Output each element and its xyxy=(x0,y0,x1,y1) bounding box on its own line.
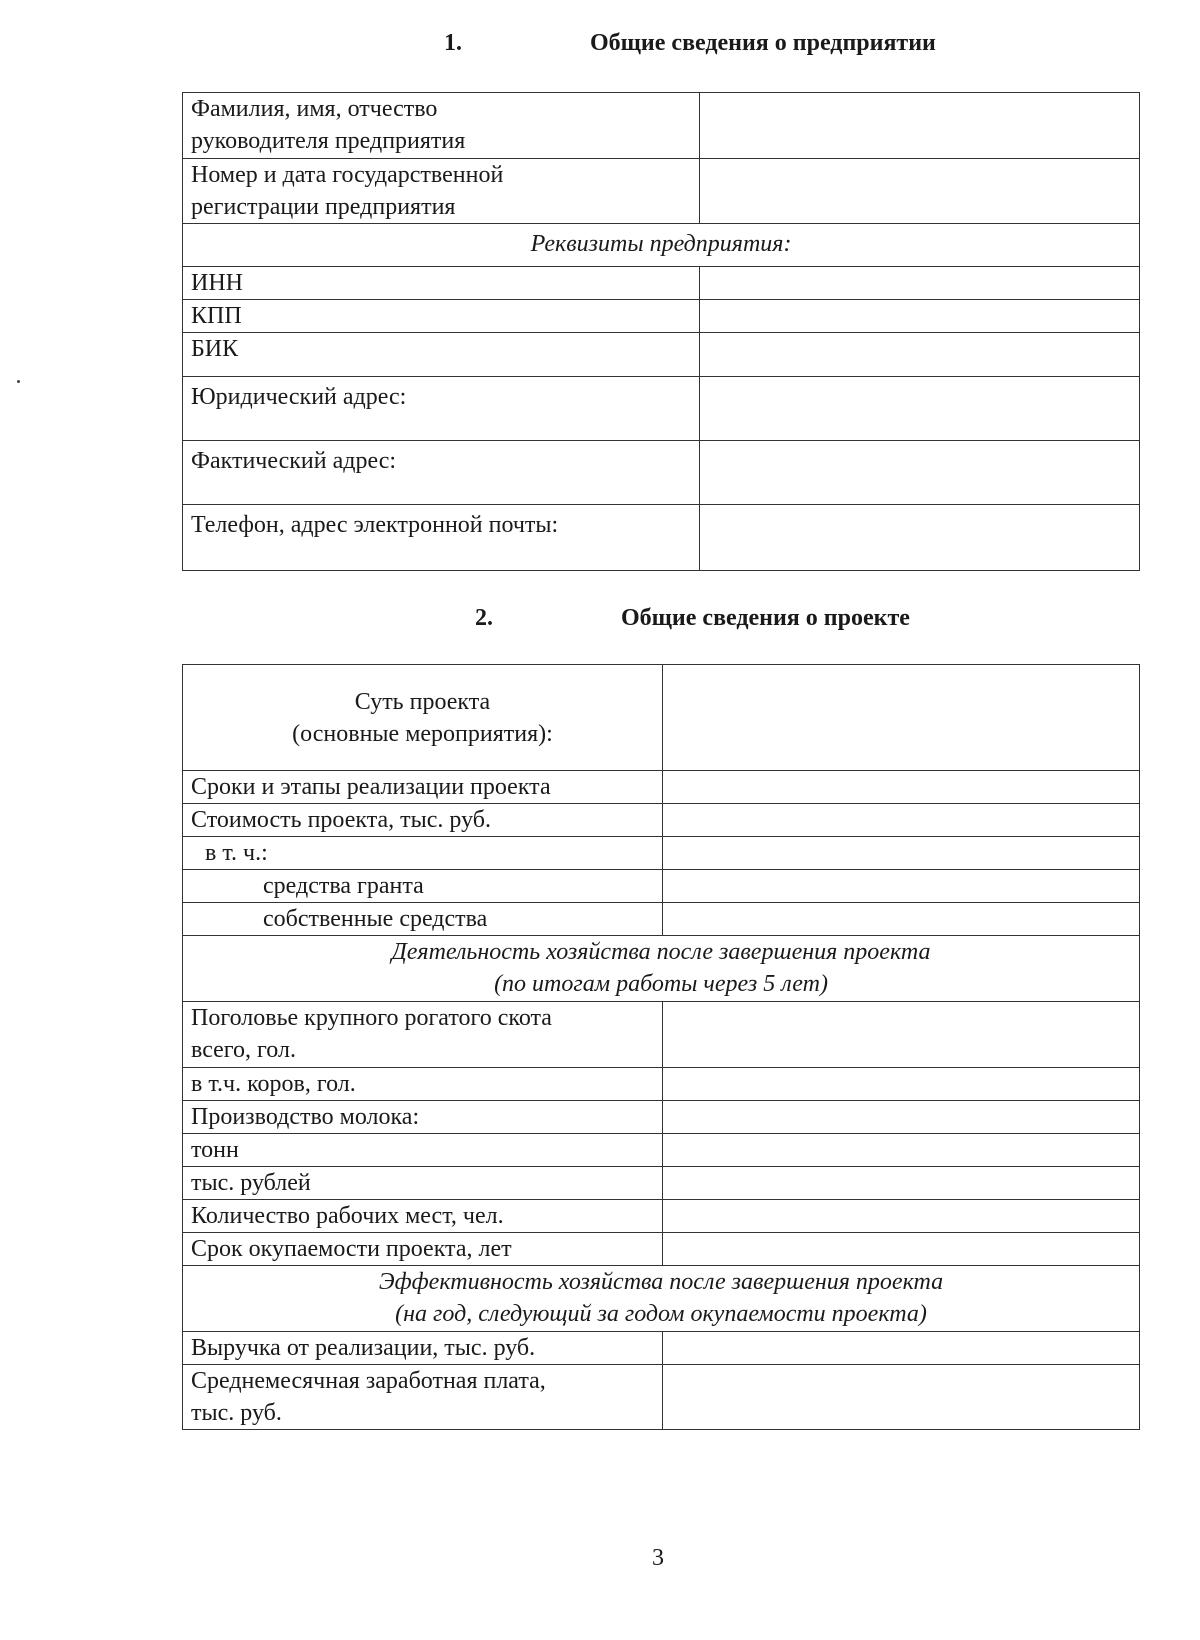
table-row xyxy=(183,1233,1140,1266)
label-cell: КПП xyxy=(183,300,700,333)
project-info-table xyxy=(182,664,1140,1430)
table-row xyxy=(183,377,1140,441)
enterprise-info-table xyxy=(182,92,1140,571)
label-cell: в т.ч. коров, гол. xyxy=(183,1068,663,1101)
label-cell: Поголовье крупного рогатого скота всего, гол. xyxy=(183,1002,663,1068)
section1-title: Общие сведения о предприятии xyxy=(590,30,936,56)
activity-header: Деятельность хозяйства после завершения проекта (по итогам работы через 5 лет) xyxy=(183,936,1140,1002)
table-row xyxy=(183,1167,1140,1200)
label-cell: тыс. рублей xyxy=(183,1167,663,1200)
table-row xyxy=(183,1200,1140,1233)
value-cell-legal-address[interactable] xyxy=(700,377,1140,441)
label-cell: Выручка от реализации, тыс. руб. xyxy=(183,1332,663,1365)
label-cell: Фамилия, имя, отчество руководителя предприятия xyxy=(183,93,700,159)
label-cell: Фактический адрес: xyxy=(183,441,700,505)
table-row xyxy=(183,1002,1140,1068)
table-row xyxy=(183,804,1140,837)
value-cell-actual-address[interactable] xyxy=(700,441,1140,505)
label-cell: Сроки и этапы реализации проекта xyxy=(183,771,663,804)
value-cell-bik[interactable] xyxy=(700,333,1140,377)
table-row xyxy=(183,1365,1140,1430)
requisites-header: Реквизиты предприятия: xyxy=(183,224,1140,267)
value-cell-project-essence[interactable] xyxy=(663,665,1140,771)
value-cell-including[interactable] xyxy=(663,837,1140,870)
value-cell-cows[interactable] xyxy=(663,1068,1140,1101)
table-row xyxy=(183,837,1140,870)
value-cell-own-funds[interactable] xyxy=(663,903,1140,936)
label-cell: Номер и дата государственной регистрации предприятия xyxy=(183,159,700,224)
label-cell: Количество рабочих мест, чел. xyxy=(183,1200,663,1233)
table-row xyxy=(183,1266,1140,1332)
label-cell: Среднемесячная заработная плата, тыс. руб. xyxy=(183,1365,663,1430)
label-cell: Стоимость проекта, тыс. руб. xyxy=(183,804,663,837)
value-cell-kpp[interactable] xyxy=(700,300,1140,333)
section2-number: 2. xyxy=(475,605,493,631)
table-row xyxy=(183,870,1140,903)
value-cell-inn[interactable] xyxy=(700,267,1140,300)
label-cell: Производство молока: xyxy=(183,1101,663,1134)
table-row xyxy=(183,1332,1140,1365)
label-cell: собственные средства xyxy=(183,903,663,936)
section2-title: Общие сведения о проекте xyxy=(621,605,910,631)
table-row xyxy=(183,1134,1140,1167)
efficiency-header: Эффективность хозяйства после завершения проекта (на год, следующий за годом окупаемости проекта) xyxy=(183,1266,1140,1332)
value-cell-registration[interactable] xyxy=(700,159,1140,224)
value-cell-cost[interactable] xyxy=(663,804,1140,837)
value-cell-grant[interactable] xyxy=(663,870,1140,903)
page-number: 3 xyxy=(652,1545,664,1571)
label-cell: Срок окупаемости проекта, лет xyxy=(183,1233,663,1266)
value-cell-cattle[interactable] xyxy=(663,1002,1140,1068)
table-row xyxy=(183,665,1140,771)
value-cell-contacts[interactable] xyxy=(700,505,1140,571)
label-cell: Юридический адрес: xyxy=(183,377,700,441)
table-row xyxy=(183,300,1140,333)
table-row xyxy=(183,771,1140,804)
table-row xyxy=(183,1101,1140,1134)
table-row xyxy=(183,505,1140,571)
value-cell-tons[interactable] xyxy=(663,1134,1140,1167)
section1-number: 1. xyxy=(444,30,462,56)
label-cell: тонн xyxy=(183,1134,663,1167)
value-cell-jobs[interactable] xyxy=(663,1200,1140,1233)
value-cell-rubles[interactable] xyxy=(663,1167,1140,1200)
table-row xyxy=(183,441,1140,505)
value-cell-director-name[interactable] xyxy=(700,93,1140,159)
scan-speck xyxy=(17,380,20,383)
table-row xyxy=(183,224,1140,267)
label-cell: Телефон, адрес электронной почты: xyxy=(183,505,700,571)
table-row xyxy=(183,333,1140,377)
label-cell: средства гранта xyxy=(183,870,663,903)
label-cell: БИК xyxy=(183,333,700,377)
table-row xyxy=(183,159,1140,224)
table-row xyxy=(183,1068,1140,1101)
table-row xyxy=(183,93,1140,159)
value-cell-payback[interactable] xyxy=(663,1233,1140,1266)
table-row xyxy=(183,936,1140,1002)
table-row xyxy=(183,903,1140,936)
value-cell-milk[interactable] xyxy=(663,1101,1140,1134)
value-cell-salary[interactable] xyxy=(663,1365,1140,1430)
label-cell: ИНН xyxy=(183,267,700,300)
label-cell: в т. ч.: xyxy=(183,837,663,870)
label-cell: Суть проекта (основные мероприятия): xyxy=(183,665,663,771)
value-cell-revenue[interactable] xyxy=(663,1332,1140,1365)
value-cell-terms[interactable] xyxy=(663,771,1140,804)
table-row xyxy=(183,267,1140,300)
